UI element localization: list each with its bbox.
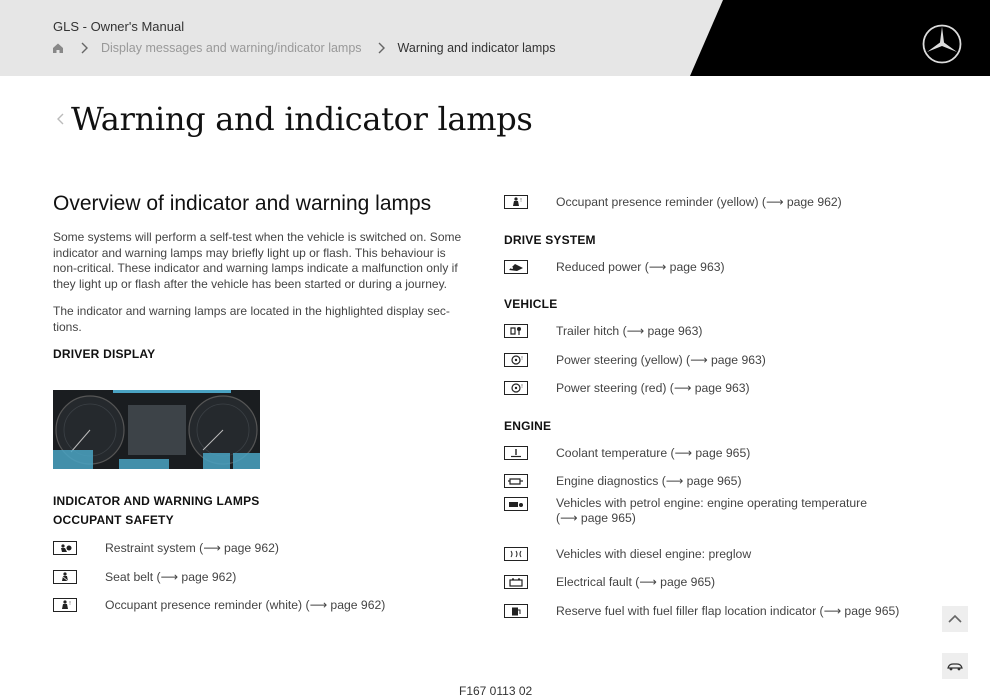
lamp-text: Coolant temperature (⟶ page 965) bbox=[556, 445, 751, 460]
svg-text:!: ! bbox=[521, 384, 524, 391]
chevron-up-icon bbox=[947, 614, 963, 624]
coolant-temperature-icon bbox=[504, 446, 528, 460]
lamp-row-restraint[interactable] bbox=[53, 534, 473, 563]
lamp-text: Vehicles with diesel engine: preglow bbox=[556, 546, 752, 561]
lamp-row-power-steering-red[interactable] bbox=[504, 374, 924, 403]
mercedes-star-icon[interactable] bbox=[921, 23, 963, 65]
occupant-presence-icon bbox=[53, 598, 77, 612]
lamp-text: Restraint system (⟶ page 962) bbox=[105, 541, 279, 556]
engine-diagnostics-icon bbox=[504, 474, 528, 488]
restraint-system-icon bbox=[53, 541, 77, 555]
page-title-row bbox=[53, 100, 533, 138]
driver-display-label: DRIVER DISPLAY bbox=[53, 347, 156, 361]
lamp-text: Reduced power (⟶ page 963) bbox=[556, 259, 725, 274]
lamp-text: Power steering (red) (⟶ page 963) bbox=[556, 381, 750, 396]
lamp-row-electrical-fault[interactable] bbox=[504, 568, 924, 597]
chevron-right-icon bbox=[376, 41, 386, 55]
lamp-text: Seat belt (⟶ page 962) bbox=[105, 569, 237, 584]
lamp-row-preglow[interactable] bbox=[504, 540, 924, 569]
left-column bbox=[53, 192, 463, 361]
trailer-hitch-icon bbox=[504, 324, 528, 338]
lamp-row-reduced-power[interactable] bbox=[504, 253, 924, 282]
lamp-text: Vehicles with petrol engine: engine operating temperature bbox=[556, 495, 867, 510]
lamp-text: Reserve fuel with fuel filler flap location indicator (⟶ page 965) bbox=[556, 603, 900, 618]
lamp-row-engine-diagnostics[interactable] bbox=[504, 467, 924, 496]
power-steering-icon bbox=[504, 381, 528, 395]
car-outline-icon bbox=[946, 661, 964, 671]
lamp-row-engine-temperature[interactable] bbox=[504, 496, 924, 540]
lamp-text: Electrical fault (⟶ page 965) bbox=[556, 575, 716, 590]
chevron-left-icon[interactable] bbox=[53, 105, 69, 133]
page-title: Warning and indicator lamps bbox=[71, 100, 533, 138]
overview-heading: Overview of indicator and warning lamps bbox=[53, 192, 432, 215]
lamp-row-reserve-fuel[interactable] bbox=[504, 597, 924, 626]
occupant-safety-section bbox=[53, 494, 473, 620]
breadcrumb-link-display-messages[interactable]: Display messages and warning/indicator lamps bbox=[101, 41, 362, 55]
header-bar bbox=[0, 0, 990, 76]
lamp-text: Occupant presence reminder (yellow) (⟶ page 962) bbox=[556, 195, 842, 210]
lamp-row-seat-belt[interactable] bbox=[53, 563, 473, 592]
overview-paragraph-1: Some systems will perform a self-test when the vehicle is switched on. Some indicator and warning lamps may briefly light up or flash. This behaviour is non-critical. These indicator and warning lamps indicate a malfunction only if they light up or flash after the vehicle has been started or during a journey. bbox=[53, 230, 462, 291]
chevron-right-icon bbox=[79, 41, 89, 55]
lamp-text: Trailer hitch (⟶ page 963) bbox=[556, 324, 703, 339]
vehicle-label: VEHICLE bbox=[504, 297, 558, 311]
engine-temperature-icon bbox=[504, 497, 528, 511]
right-column bbox=[504, 188, 924, 625]
occupant-safety-label: OCCUPANT SAFETY bbox=[53, 513, 174, 527]
lamp-text: Occupant presence reminder (white) (⟶ page 962) bbox=[105, 598, 386, 613]
fuel-pump-icon bbox=[504, 604, 528, 618]
preglow-icon bbox=[504, 547, 528, 561]
lamp-row-occupant-white[interactable] bbox=[53, 591, 473, 620]
svg-text:!: ! bbox=[521, 355, 524, 362]
breadcrumb-current: Warning and indicator lamps bbox=[397, 41, 556, 55]
overview-paragraph-2: The indicator and warning lamps are located in the highlighted display sec- tions. bbox=[53, 304, 450, 334]
lamp-row-trailer-hitch[interactable] bbox=[504, 317, 924, 346]
manual-title[interactable]: GLS - Owner's Manual bbox=[53, 19, 185, 34]
scroll-to-top-button[interactable] bbox=[942, 606, 968, 632]
vehicle-equipment-button[interactable] bbox=[942, 653, 968, 679]
lamp-row-power-steering-yellow[interactable] bbox=[504, 346, 924, 375]
lamp-text: Engine diagnostics (⟶ page 965) bbox=[556, 474, 742, 489]
occupant-presence-icon bbox=[504, 195, 528, 209]
home-icon[interactable] bbox=[51, 41, 65, 55]
reduced-power-icon bbox=[504, 260, 528, 274]
drive-system-label: DRIVE SYSTEM bbox=[504, 232, 596, 247]
power-steering-icon bbox=[504, 353, 528, 367]
lamp-text-page-ref: (⟶ page 965) bbox=[556, 511, 636, 525]
seat-belt-icon bbox=[53, 570, 77, 584]
svg-text:!: ! bbox=[69, 601, 72, 608]
engine-label: ENGINE bbox=[504, 418, 552, 433]
battery-icon bbox=[504, 575, 528, 589]
svg-text:!: ! bbox=[520, 198, 523, 205]
lamp-row-occupant-yellow[interactable] bbox=[504, 188, 924, 217]
driver-display-image bbox=[53, 390, 260, 469]
lamp-row-coolant[interactable] bbox=[504, 439, 924, 468]
breadcrumb bbox=[51, 41, 556, 55]
figure-code: F167 0113 02 bbox=[459, 684, 533, 698]
lamp-text: Power steering (yellow) (⟶ page 963) bbox=[556, 352, 766, 367]
lamps-label: INDICATOR AND WARNING LAMPS bbox=[53, 494, 260, 508]
